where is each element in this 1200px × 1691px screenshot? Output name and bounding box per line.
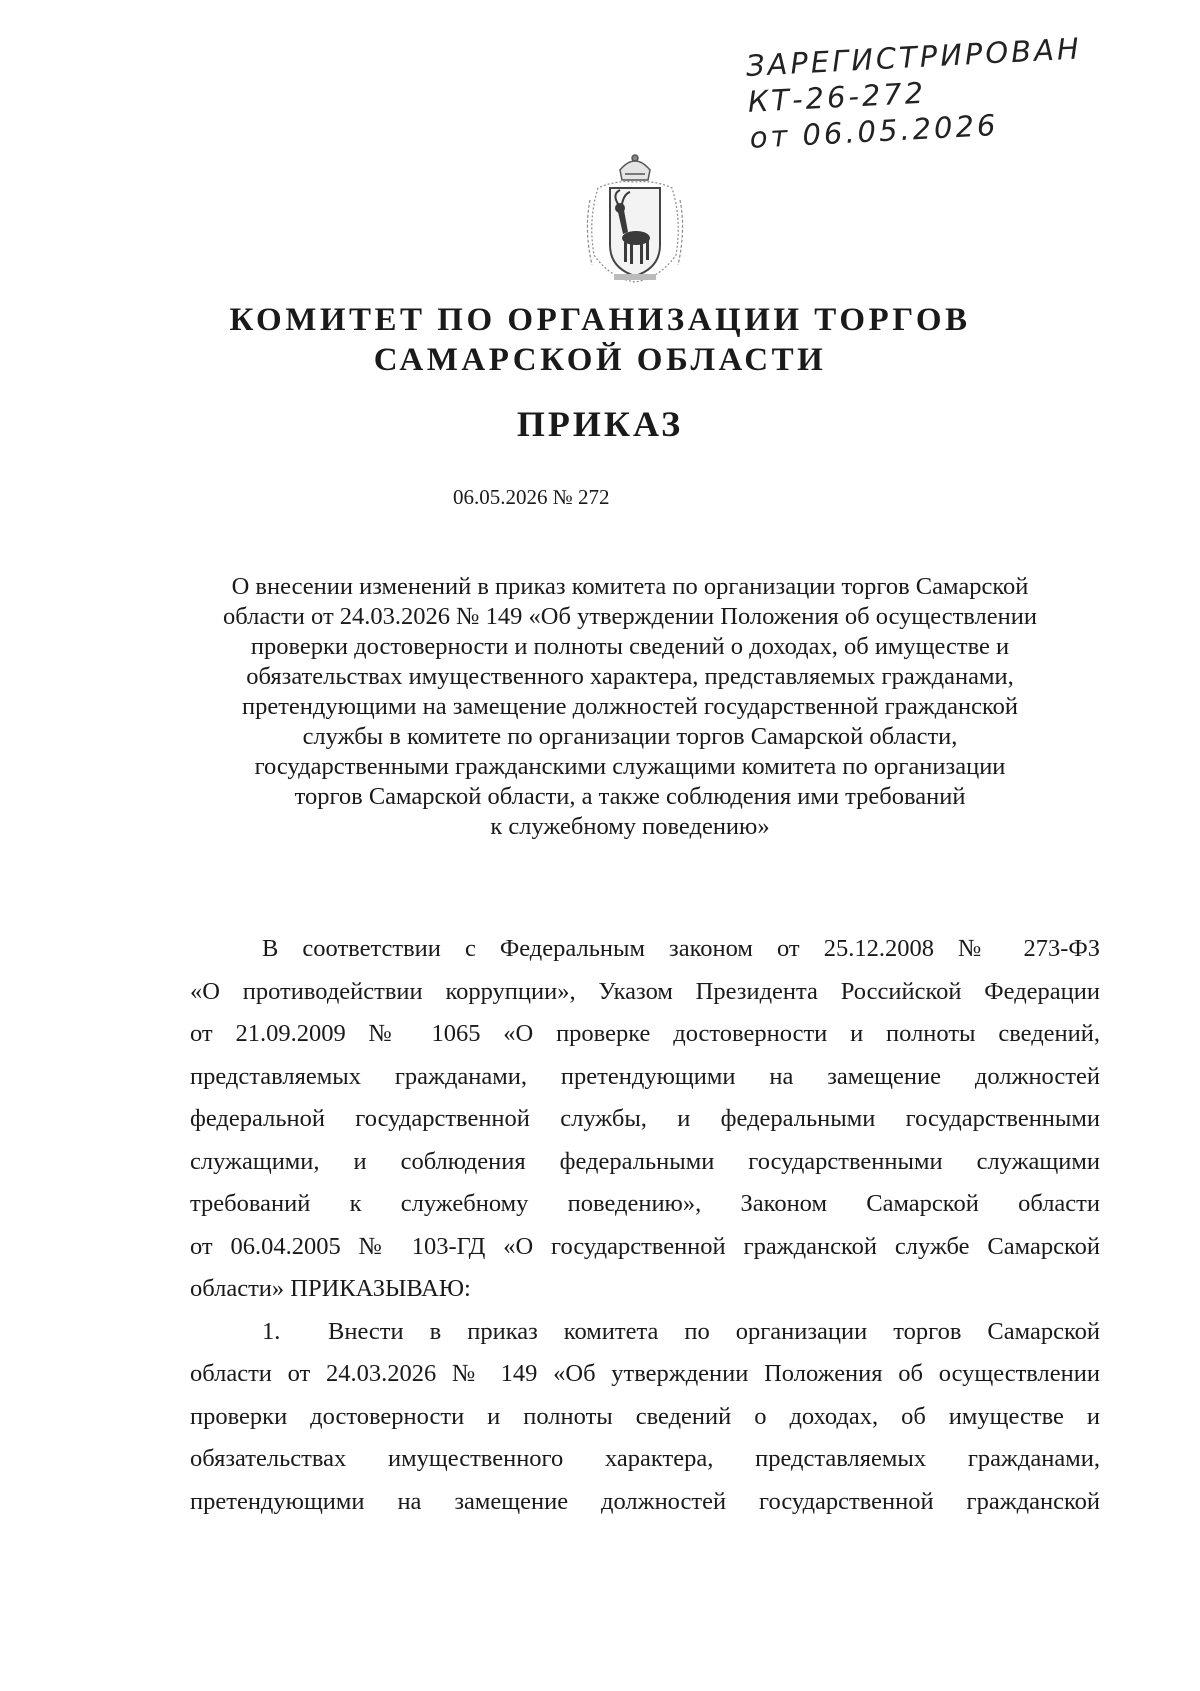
- body-line: области от 24.03.2026 № 149 «Об утверждении Положения об осуществлении: [190, 1360, 1100, 1387]
- org-line-1: КОМИТЕТ ПО ОРГАНИЗАЦИИ ТОРГОВ: [229, 302, 971, 338]
- subject-line: обязательствах имущественного характера, представляемых гражданами,: [246, 663, 1014, 690]
- stamp-line-1: ЗАРЕГИСТРИРОВАН: [745, 31, 1083, 83]
- stamp-line-3: от 06.05.2026: [748, 107, 1000, 155]
- subject-line: государственными гражданскими служащими комитета по организации: [254, 753, 1006, 780]
- document-date-number: 06.05.2026 № 272: [453, 485, 610, 509]
- subject-line: области от 24.03.2026 № 149 «Об утверждении Положения об осуществлении: [223, 603, 1037, 630]
- subject-line: службы в комитете по организации торгов Самарской области,: [302, 723, 958, 750]
- body-line: представляемых гражданами, претендующими на замещение должностей: [190, 1062, 1100, 1090]
- body-line: от 06.04.2005 № 103-ГД «О государственной гражданской службе Самарской: [190, 1232, 1100, 1260]
- item-number: 1.: [262, 1317, 281, 1345]
- body-line: претендующими на замещение должностей государственной гражданской: [190, 1487, 1100, 1515]
- stamp-line-2: КТ-26-272: [746, 75, 927, 119]
- subject-line: претендующими на замещение должностей государственной гражданской: [241, 693, 1019, 720]
- item-1-paragraph: [190, 1311, 1100, 1524]
- subject-line: торгов Самарской области, а также соблюдения ими требований: [294, 783, 966, 810]
- subject-line: к служебному поведению»: [490, 813, 770, 840]
- body-line: служащими, и соблюдения федеральными государственными служащими: [190, 1147, 1100, 1175]
- body-line: проверки достоверности и полноты сведений о доходах, об имуществе и: [190, 1402, 1100, 1430]
- body-line: от 21.09.2009 № 1065 «О проверке достоверности и полноты сведений,: [190, 1020, 1100, 1047]
- body-line: «О противодействии коррупции», Указом Президента Российской Федерации: [190, 977, 1100, 1005]
- subject-line: проверки достоверности и полноты сведений о доходах, об имуществе и: [250, 633, 1010, 660]
- document-type: ПРИКАЗ: [516, 404, 684, 444]
- subject-line: О внесении изменений в приказ комитета по организации торгов Самарской: [231, 573, 1029, 600]
- preamble-paragraph: [190, 928, 1100, 1311]
- registration-stamp: [745, 26, 1170, 156]
- body-line: В соответствии с Федеральным законом от 25.12.2008 № 273-ФЗ: [262, 935, 1100, 962]
- body-line: обязательствах имущественного характера, представляемых гражданами,: [190, 1445, 1100, 1472]
- document-subject: [160, 572, 1100, 842]
- body-line: требований к служебному поведению», Законом Самарской области: [190, 1190, 1100, 1217]
- body-line: области» ПРИКАЗЫВАЮ:: [190, 1275, 471, 1302]
- org-line-2: САМАРСКОЙ ОБЛАСТИ: [373, 342, 827, 378]
- document-body: [190, 928, 1100, 1523]
- coat-of-arms-icon: [580, 150, 690, 288]
- body-line: федеральной государственной службы, и федеральными государственными: [190, 1105, 1100, 1132]
- body-line: Внести в приказ комитета по организации торгов Самарской: [328, 1317, 1100, 1345]
- organization-name: [0, 300, 1200, 380]
